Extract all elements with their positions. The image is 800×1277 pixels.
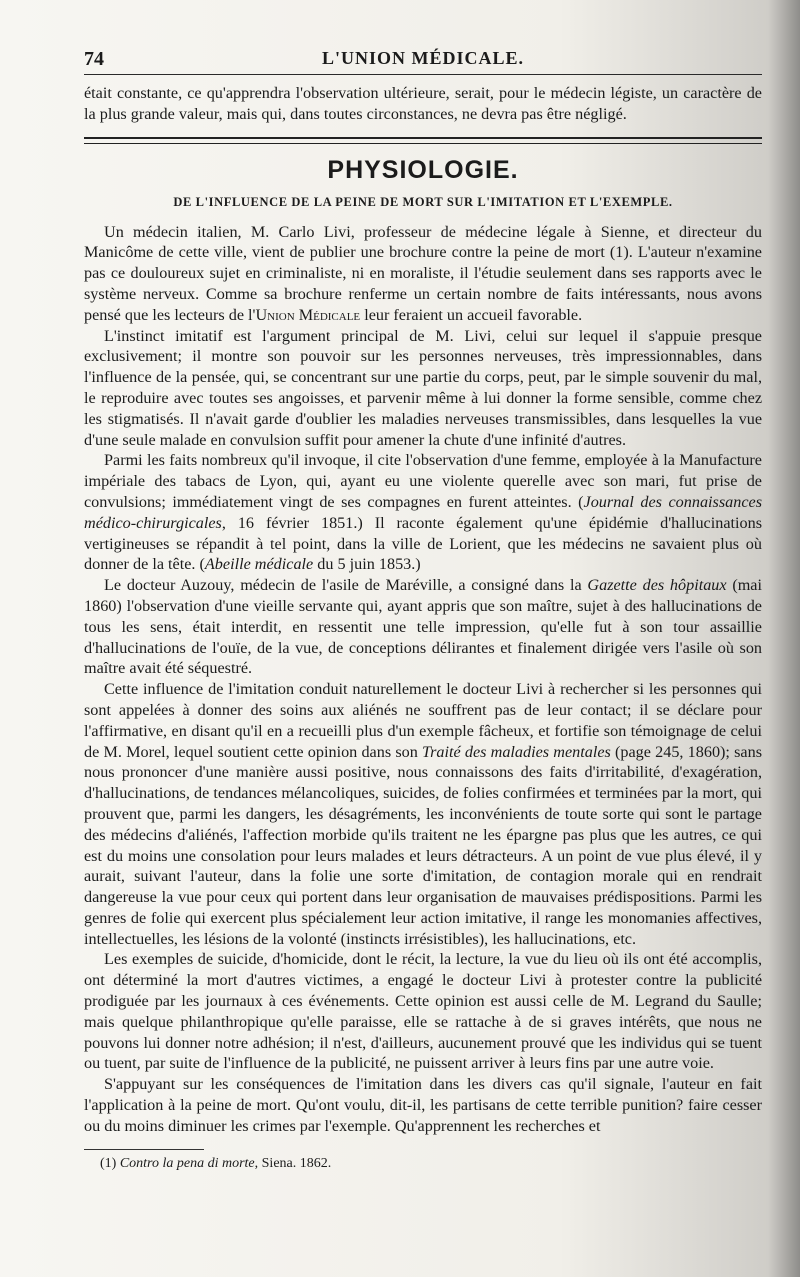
section-divider <box>84 137 762 144</box>
page-number: 74 <box>84 48 104 70</box>
footnote-rest: , Siena. 1862. <box>254 1155 332 1171</box>
paragraph-5-text-a: Cette influence de l'imitation conduit naturellement le docteur Livi à rechercher si les personnes qui sont appelées à donner des soins aux aliénés ne souffrent pas de leur contact; il se déclare pour l'affirmative, en disant qu'il en a recueilli plus d'un exemple fâcheux, et fortifie son témoignage de celui de M. Morel, lequel soutient cette opinion dans son <box>84 680 762 761</box>
citation-gazette: Gazette des hôpitaux <box>587 576 727 595</box>
paragraph-1-text-a: Un médecin italien, M. Carlo Livi, professeur de médecine légale à Sienne, et directeur du Manicôme de cette ville, vient de publier une brochure contre la peine de mort (1). L'auteur n'examine pas ce douloureux sujet en criminaliste, ni en moraliste, il l'étudie seulement dans ses rapports avec le système nerveux. Comme sa brochure renferme un certain nombre de faits intéressants, nous avons pensé que les lecteurs de l' <box>84 222 762 324</box>
footnote <box>100 1156 762 1172</box>
footnote-divider <box>84 1149 204 1150</box>
paragraph-1-text-b: leur feraient un accueil favorable. <box>360 305 583 324</box>
paragraph-4-text-b: (mai 1860) l'observation d'une vieille servante qui, ayant appris que son maître, sujet à des hallucinations de tous les sens, était interdit, en ressentit une telle impression, qu'elle fut à son tour assaillie d'hallucinations de l'ouïe, de la vue, de conceptions délirantes et finalement dirigée vers l'asile où son maître avait été séquestré. <box>84 576 762 678</box>
citation-abeille: Abeille médicale <box>204 555 314 574</box>
paragraph-3-text-c: du 5 juin 1853.) <box>313 555 421 574</box>
page-header <box>84 40 762 75</box>
article-body <box>84 222 762 1137</box>
footnote-title: Contro la pena di morte <box>119 1155 255 1171</box>
paragraph-4-text-a: Le docteur Auzouy, médecin de l'asile de Maréville, a consigné dans la <box>104 576 588 595</box>
article-title: DE L'INFLUENCE DE LA PEINE DE MORT SUR L'IMITATION ET L'EXEMPLE. <box>173 194 673 209</box>
citation-traite: Traité des maladies mentales <box>422 742 611 761</box>
journal-name: Union Médicale <box>255 305 361 324</box>
paragraph-3 <box>84 450 762 575</box>
running-title: L'UNION MÉDICALE. <box>321 48 525 68</box>
intro-paragraph: était constante, ce qu'apprendra l'observation ultérieure, serait, pour le médecin légiste, un caractère de la plus grande valeur, mais qui, dans toutes circonstances, ne devra pas être négligé. <box>84 84 762 123</box>
paragraph-4 <box>84 575 762 679</box>
paragraph-5 <box>84 679 762 949</box>
section-title: PHYSIOLOGIE. <box>327 155 519 184</box>
paragraph-3-text-b: , 16 février 1851.) Il raconte également qu'une épidémie d'hallucinations vertigineuses se répandit à tel point, dans la ville de Lorient, que les médecins ne savaient plus où donner de la tête. ( <box>84 513 762 574</box>
paragraph-2: L'instinct imitatif est l'argument principal de M. Livi, celui sur lequel il s'appuie presque exclusivement; il montre son pouvoir sur les personnes nerveuses, très impressionnables, dans l'influence de la pensée, qui, se concentrant sur une partie du corps, peut, par le simple souvenir du mal, le reproduire avec toutes ses angoisses, et parvenir même à lui donner la forme sensible, comme chez les stigmatisés. Il n'avait garde d'oublier les maladies nerveuses transmissibles, dans lesquelles la vue d'une seule malade en convulsion suffit pour amener la chute d'une infinité d'autres. <box>84 326 762 449</box>
paragraph-7: S'appuyant sur les conséquences de l'imitation dans les divers cas qu'il signale, l'auteur en fait l'application à la peine de mort. Qu'ont voulu, dit-il, les partisans de cette terrible punition? faire cesser ou du moins diminuer les crimes par l'exemple. Qu'apprennent les recherches et <box>84 1075 762 1135</box>
footnote-marker: (1) <box>100 1155 117 1171</box>
citation-journal: Journal des connaissances médico-chirurgicales <box>84 492 762 532</box>
paragraph-5-text-b: (page 245, 1860); sans nous prononcer d'une manière aussi positive, nous connaissons des faits d'irritabilité, d'exagération, d'hallucinations, de tendances mélancoliques, suicides, de folies confirmées et terminées par la mort, qui prouvent que, parmi les dangers, les désagréments, les inconvénients de toute sorte qui sont le partage des médecins d'aliénés, l'affection morbide qu'ils traitent ne les épargne pas plus que les autres, ce qui est du moins une consolation pour leurs malades et leurs détracteurs. A un point de vue plus élevé, il y aurait, suivant l'auteur, dans la folie une sorte d'imitation, de contagion morale qui en rendrait dangereuse la vue pour ceux qui portent dans leur organisation de mauvaises prédispositions. Parmi les genres de folie qui exercent plus spécialement leur action imitative, il range les monomanies affectives, intellectuelles, les lésions de la volonté (instincts irrésistibles), les hallucinations, etc. <box>84 742 762 948</box>
paragraph-1 <box>84 222 762 326</box>
paragraph-6: Les exemples de suicide, d'homicide, dont le récit, la lecture, la vue du lieu où ils ont été accomplis, ont déterminé la mort d'autres victimes, a engagé le docteur Livi à protester contre la publicité prodiguée par les journaux à ces événements. Cette opinion est aussi celle de M. Legrand du Saulle; mais quelque philanthropique qu'elle paraisse, elle se rattache à de si graves intérêts, que nous ne pouvons lui donner notre adhésion; il n'est, d'ailleurs, aucunement prouvé que les individus qui se tuent ou tuent, par suite de l'influence de la publicité, ne puissent arriver à leurs fins par une autre voie. <box>84 950 762 1073</box>
paragraph-3-text-a: Parmi les faits nombreux qu'il invoque, il cite l'observation d'une femme, employée à la Manufacture impériale des tabacs de Lyon, qui, ayant eu une violente querelle avec son mari, fut prise de convulsions; immédiatement vingt de ses compagnes en furent atteintes. ( <box>84 451 762 511</box>
